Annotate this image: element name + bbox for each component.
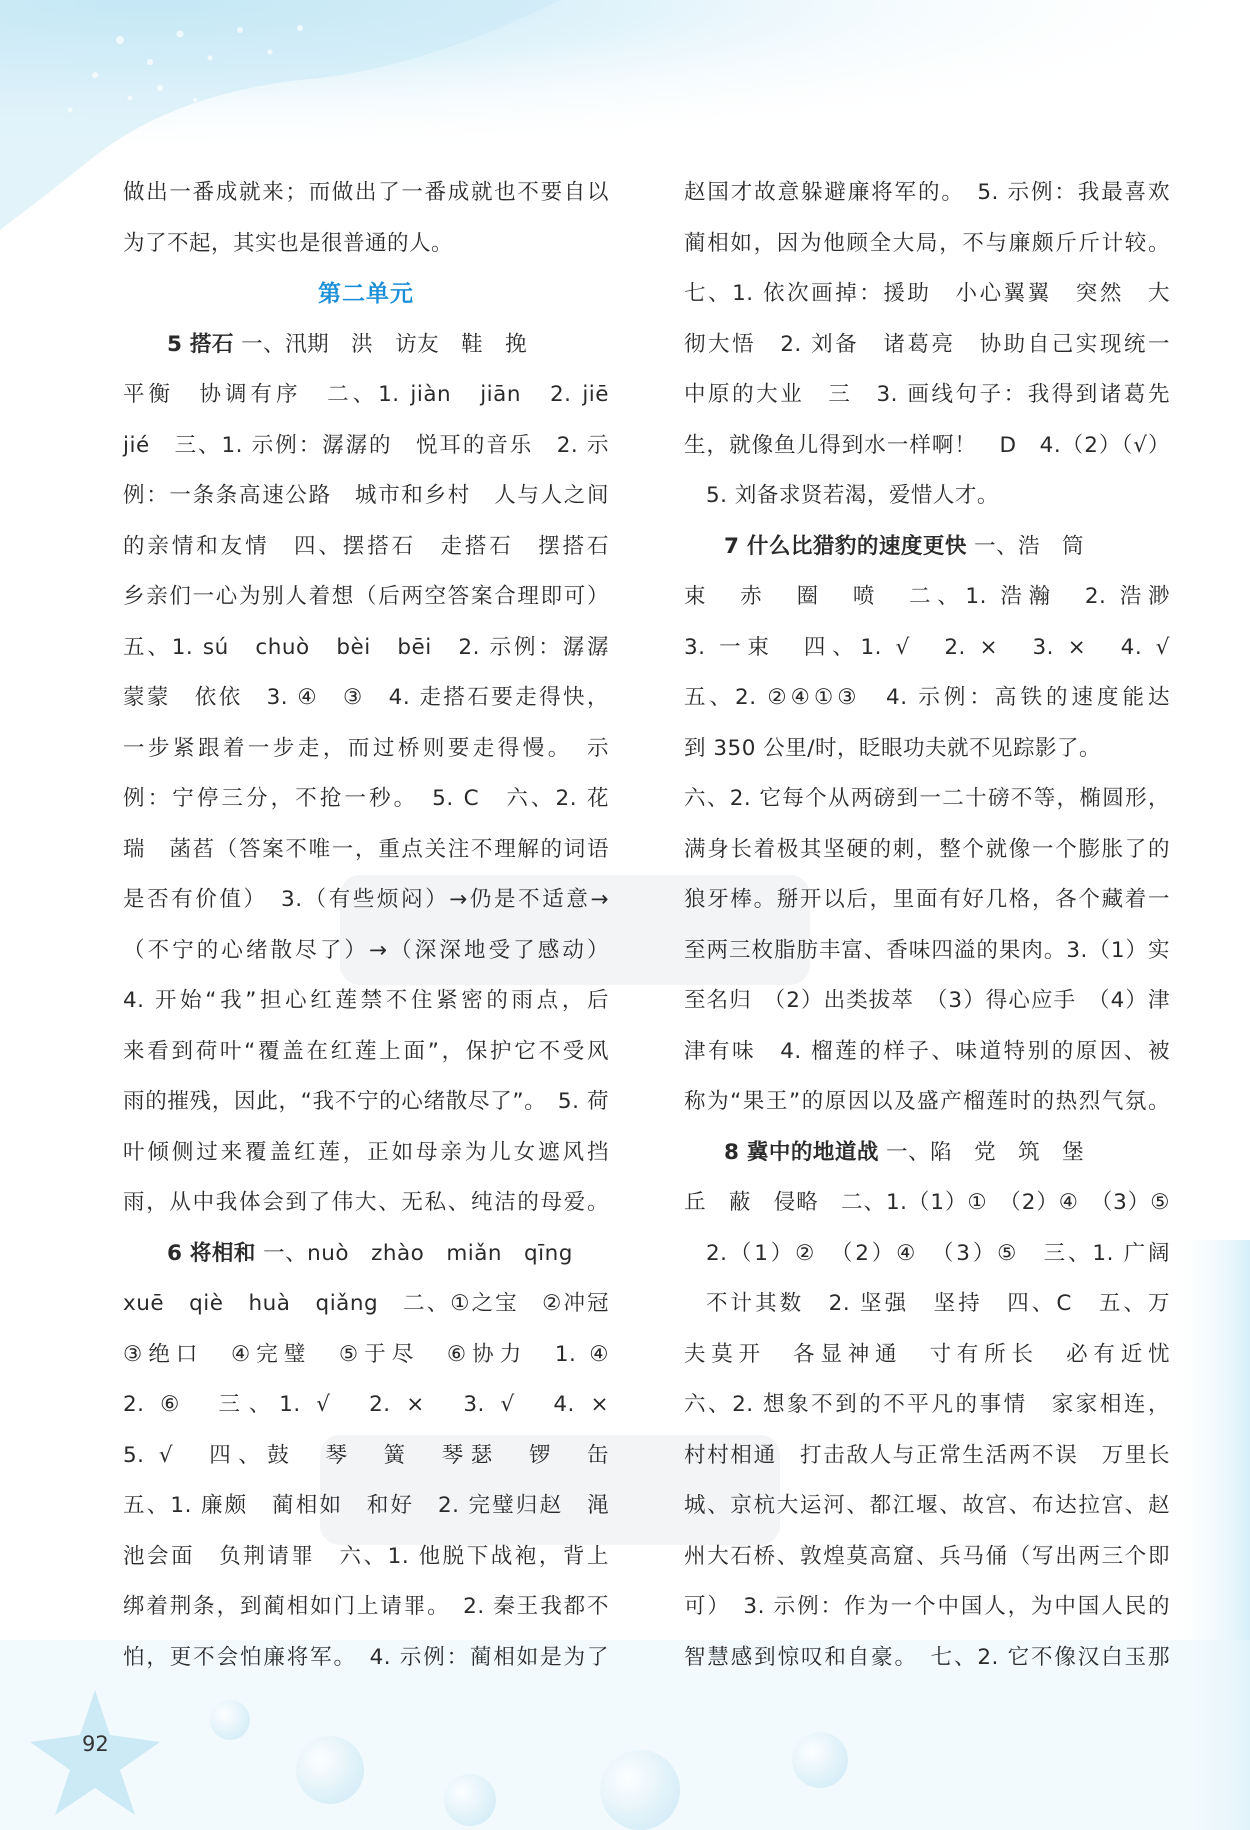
text-line: 生，就像鱼儿得到水一样啊！ D 4.（2）（√） xyxy=(684,432,1170,458)
text-line: 赵国才故意躲避廉将军的。 5. 示例：我最喜欢 xyxy=(684,180,1170,205)
text-line: 彻大悟 2. 刘备 诸葛亮 协助自己实现统一 xyxy=(684,331,1170,357)
text-line: 例：一条条高速公路 城市和乡村 人与人之间 xyxy=(123,483,609,508)
text-line: jié 三、1. 示例：潺潺的 悦耳的音乐 2. 示 xyxy=(123,432,609,458)
right-column xyxy=(684,168,1170,1683)
lesson-number: 8 xyxy=(724,1139,740,1165)
text-line: 绑着荆条，到蔺相如门上请罪。 2. 秦王我都不 xyxy=(123,1594,609,1619)
lesson-title: 将相和 xyxy=(189,1240,256,1266)
text-line: 4. 开始“我”担心红莲禁不住紧密的雨点，后 xyxy=(123,988,609,1013)
text-line: 狼牙棒。掰开以后，里面有好几格，各个藏着一 xyxy=(684,887,1170,912)
text-line: 池会面 负荆请罪 六、1. 他脱下战袍，背上 xyxy=(123,1543,609,1569)
text-line: xuē qiè huà qiǎng 二、①之宝 ②冲冠 xyxy=(123,1291,609,1316)
text-line: 3. 一束 四、1. √ 2. × 3. × 4. √ xyxy=(684,634,1170,660)
text-line: 七、1. 依次画掉：援助 小心翼翼 突然 大 xyxy=(684,281,1170,306)
text-line: 2.（1）② （2）④ （3）⑤ 三、1. 广阔 xyxy=(706,1240,1170,1266)
text-line: 来看到荷叶“覆盖在红莲上面”，保护它不受风 xyxy=(123,1038,609,1064)
text-line: 是否有价值） 3.（有些烦闷）→仍是不适意→ xyxy=(123,887,609,912)
lesson-number: 5 xyxy=(167,331,183,357)
text-line: 至名归 （2）出类拔萃 （3）得心应手 （4）津 xyxy=(684,988,1170,1013)
text-line: 智慧感到惊叹和自豪。 七、2. 它不像汉白玉那 xyxy=(684,1644,1170,1670)
text-line: 乡亲们一心为别人着想（后两空答案合理即可） xyxy=(123,584,609,609)
text-line: 2. ⑥ 三、1. √ 2. × 3. √ 4. × xyxy=(123,1392,609,1417)
lesson-7-heading-line xyxy=(684,522,1170,573)
text-line: 瑞 菡萏（答案不唯一，重点关注不理解的词语 xyxy=(123,836,609,862)
text-line: （不宁的心绪散尽了）→（深深地受了感动） xyxy=(123,937,609,963)
text-line: 村村相通 打击敌人与正常生活两不误 万里长 xyxy=(684,1442,1170,1468)
text-line: 叶倾侧过来覆盖红莲，正如母亲为儿女遮风挡 xyxy=(123,1139,609,1165)
text-line: 一步紧跟着一步走，而过桥则要走得慢。 示 xyxy=(123,735,609,761)
text-line: 例：宁停三分，不抢一秒。 5. C 六、2. 花 xyxy=(123,786,609,811)
text-line: 蒙蒙 依依 3. ④ ③ 4. 走搭石要走得快， xyxy=(123,685,609,710)
lesson-number: 6 xyxy=(167,1240,183,1266)
lesson-6-heading-line xyxy=(123,1229,609,1280)
text-line: 雨的摧残，因此，“我不宁的心绪散尽了”。 5. 荷 xyxy=(123,1089,609,1114)
text-line: 不计其数 2. 坚强 坚持 四、C 五、万 xyxy=(706,1291,1170,1316)
left-column xyxy=(123,168,609,1683)
text-line: 州大石桥、敦煌莫高窟、兵马俑（写出两三个即 xyxy=(684,1543,1170,1569)
lesson-number: 7 xyxy=(724,533,740,559)
text-line: 城、京杭大运河、都江堰、故宫、布达拉宫、赵 xyxy=(684,1493,1170,1518)
text-line: 六、2. 想象不到的不平凡的事情 家家相连， xyxy=(684,1392,1170,1417)
text-line: 平衡 协调有序 二、1. jiàn jiān 2. jiē xyxy=(123,382,609,407)
text-line: 满身长着极其坚硬的刺，整个就像一个膨胀了的 xyxy=(684,836,1170,862)
lesson-text: 一、陷 党 筑 堡 xyxy=(886,1139,1085,1165)
text-line: ③绝口 ④完璧 ⑤于尽 ⑥协力 1. ④ xyxy=(123,1341,609,1367)
text-line: 夫莫开 各显神通 寸有所长 必有近忧 xyxy=(684,1341,1170,1367)
text-line: 至两三枚脂肪丰富、香味四溢的果肉。3.（1）实 xyxy=(684,937,1170,963)
lesson-title: 冀中的地道战 xyxy=(746,1139,879,1165)
text-line: 怕，更不会怕廉将军。 4. 示例：蔺相如是为了 xyxy=(123,1644,609,1670)
text-line: 称为“果王”的原因以及盛产榴莲时的热烈气氛。 xyxy=(684,1089,1170,1114)
text-line: 5. 刘备求贤若渴，爱惜人才。 xyxy=(706,483,999,508)
unit-heading: 第二单元 xyxy=(318,281,414,307)
text-line: 为了不起，其实也是很普通的人。 xyxy=(123,230,454,256)
page-number: 92 xyxy=(82,1732,109,1756)
text-line: 可） 3. 示例：作为一个中国人，为中国人民的 xyxy=(684,1594,1170,1619)
text-line: 五、1. sú chuò bèi bēi 2. 示例：潺潺 xyxy=(123,634,609,660)
lesson-5-heading-line xyxy=(123,320,609,371)
text-line: 到 350 公里/时，眨眼功夫就不见踪影了。 xyxy=(684,735,1101,761)
text-line: 5. √ 四、鼓 琴 簧 琴瑟 锣 缶 xyxy=(123,1442,609,1468)
text-line: 的亲情和友情 四、摆搭石 走搭石 摆搭石 xyxy=(123,533,609,559)
text-line: 六、2. 它每个从两磅到一二十磅不等，椭圆形， xyxy=(684,786,1170,811)
text-line: 丘 蔽 侵略 二、1.（1）① （2）④ （3）⑤ xyxy=(684,1190,1170,1215)
lesson-title: 什么比猎豹的速度更快 xyxy=(746,533,967,559)
text-line: 蔺相如，因为他顾全大局，不与廉颇斤斤计较。 xyxy=(684,230,1170,256)
lesson-text: 一、汛期 洪 访友 鞋 挽 xyxy=(241,331,528,357)
lesson-8-heading-line xyxy=(684,1128,1170,1179)
text-line: 津有味 4. 榴莲的样子、味道特别的原因、被 xyxy=(684,1038,1170,1064)
text-line: 中原的大业 三 3. 画线句子：我得到诸葛先 xyxy=(684,382,1170,407)
text-line: 雨，从中我体会到了伟大、无私、纯洁的母爱。 xyxy=(123,1190,609,1215)
text-line: 束 赤 圈 喷 二、1. 浩瀚 2. 浩渺 xyxy=(684,584,1170,609)
text-line: 做出一番成就来；而做出了一番成就也不要自以 xyxy=(123,180,609,205)
text-line: 五、1. 廉颇 蔺相如 和好 2. 完璧归赵 渑 xyxy=(123,1493,609,1518)
text-line: 五、2. ②④①③ 4. 示例：高铁的速度能达 xyxy=(684,685,1170,710)
lesson-text: 一、nuò zhào miǎn qīng xyxy=(263,1240,573,1266)
lesson-title: 搭石 xyxy=(189,331,234,357)
lesson-text: 一、浩 筒 xyxy=(974,533,1085,559)
